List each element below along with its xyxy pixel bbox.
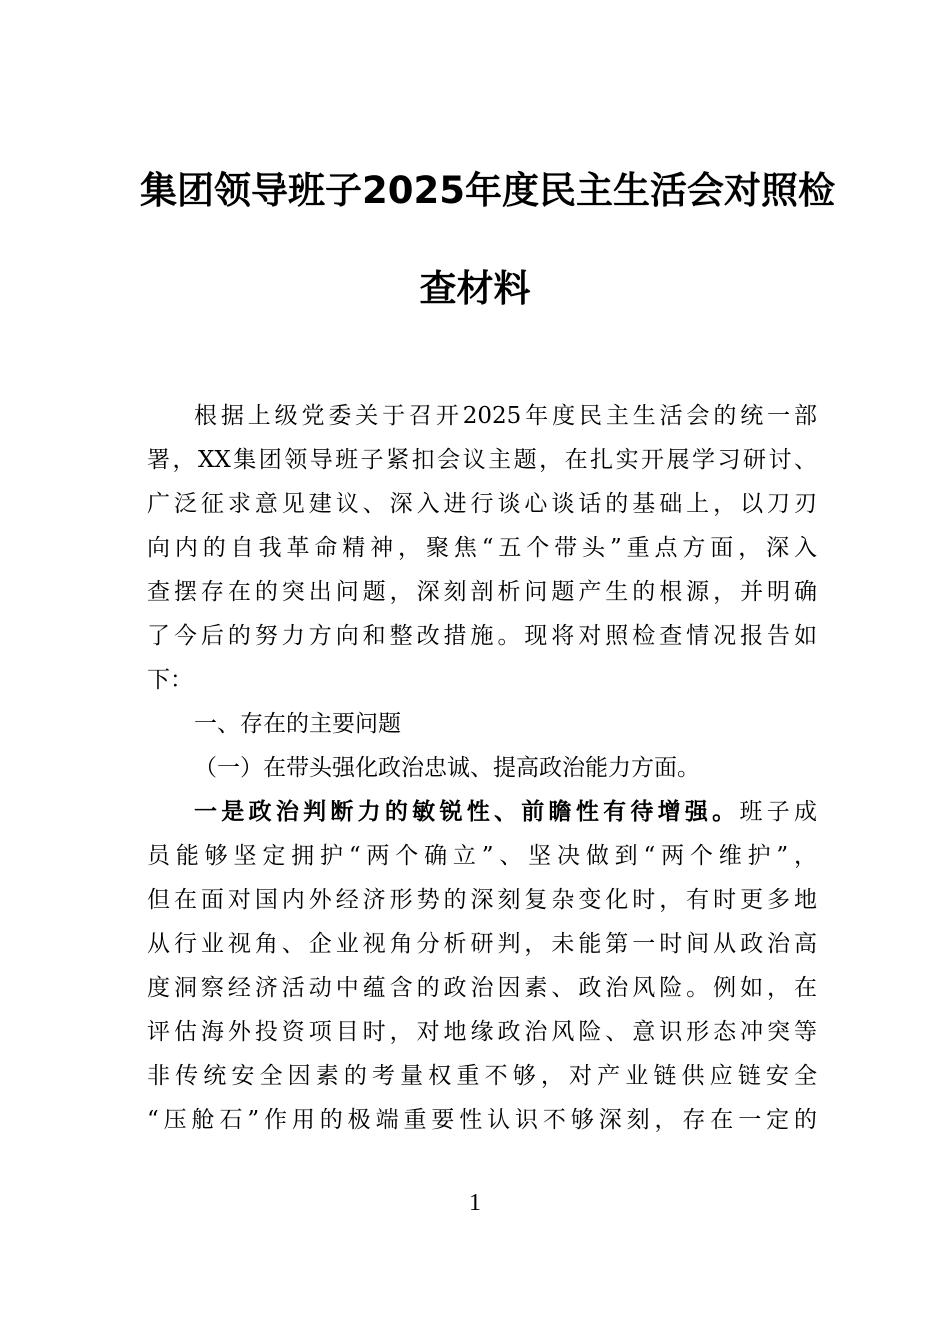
paragraph-line: 查摆存在的突出问题，深刻剖析问题产生的根源，并明确 (147, 579, 817, 605)
page-number: 1 (469, 1190, 481, 1216)
document-title-line-2: 查材料 (419, 267, 531, 310)
point-1-first-line (147, 790, 817, 834)
paragraph-line: 向内的自我革命精神，聚焦“五个带头”重点方面，深入 (147, 535, 817, 561)
paragraph-line: 广泛征求意见建议、深入进行谈心谈话的基础上，以刀刃 (147, 491, 817, 517)
paragraph-line: 度洞察经济活动中蕴含的政治因素、政治风险。例如，在 (147, 975, 817, 1001)
subsection-heading: （一）在带头强化政治忠诚、提高政治能力方面。 (194, 755, 700, 781)
paragraph-line: 但在面对国内外经济形势的深刻复杂变化时，有时更多地 (147, 887, 817, 913)
paragraph-line: 员能够坚定拥护“两个确立”、坚决做到“两个维护”， (147, 843, 817, 869)
point-1-lead-text: 班子成 (739, 799, 818, 825)
paragraph-line: 署，XX集团领导班子紧扣会议主题，在扎实开展学习研讨、 (147, 447, 817, 473)
section-heading: 一、存在的主要问题 (194, 711, 401, 737)
paragraph-line: 下： (147, 667, 193, 693)
document-title-line-1: 集团领导班子2025年度民主生活会对照检 (140, 169, 835, 212)
point-1-heading: 一是政治判断力的敏锐性、前瞻性有待增强。 (194, 798, 740, 825)
paragraph-line: 非传统安全因素的考量权重不够，对产业链供应链安全 (147, 1063, 817, 1089)
paragraph-line: “压舱石”作用的极端重要性认识不够深刻，存在一定的 (147, 1107, 817, 1133)
paragraph-line: 根据上级党委关于召开2025年度民主生活会的统一部 (194, 403, 817, 429)
document-body (147, 394, 817, 1142)
paragraph-line: 了今后的努力方向和整改措施。现将对照检查情况报告如 (147, 623, 817, 649)
paragraph-line: 评估海外投资项目时，对地缘政治风险、意识形态冲突等 (147, 1019, 817, 1045)
paragraph-line: 从行业视角、企业视角分析研判，未能第一时间从政治高 (147, 931, 817, 957)
